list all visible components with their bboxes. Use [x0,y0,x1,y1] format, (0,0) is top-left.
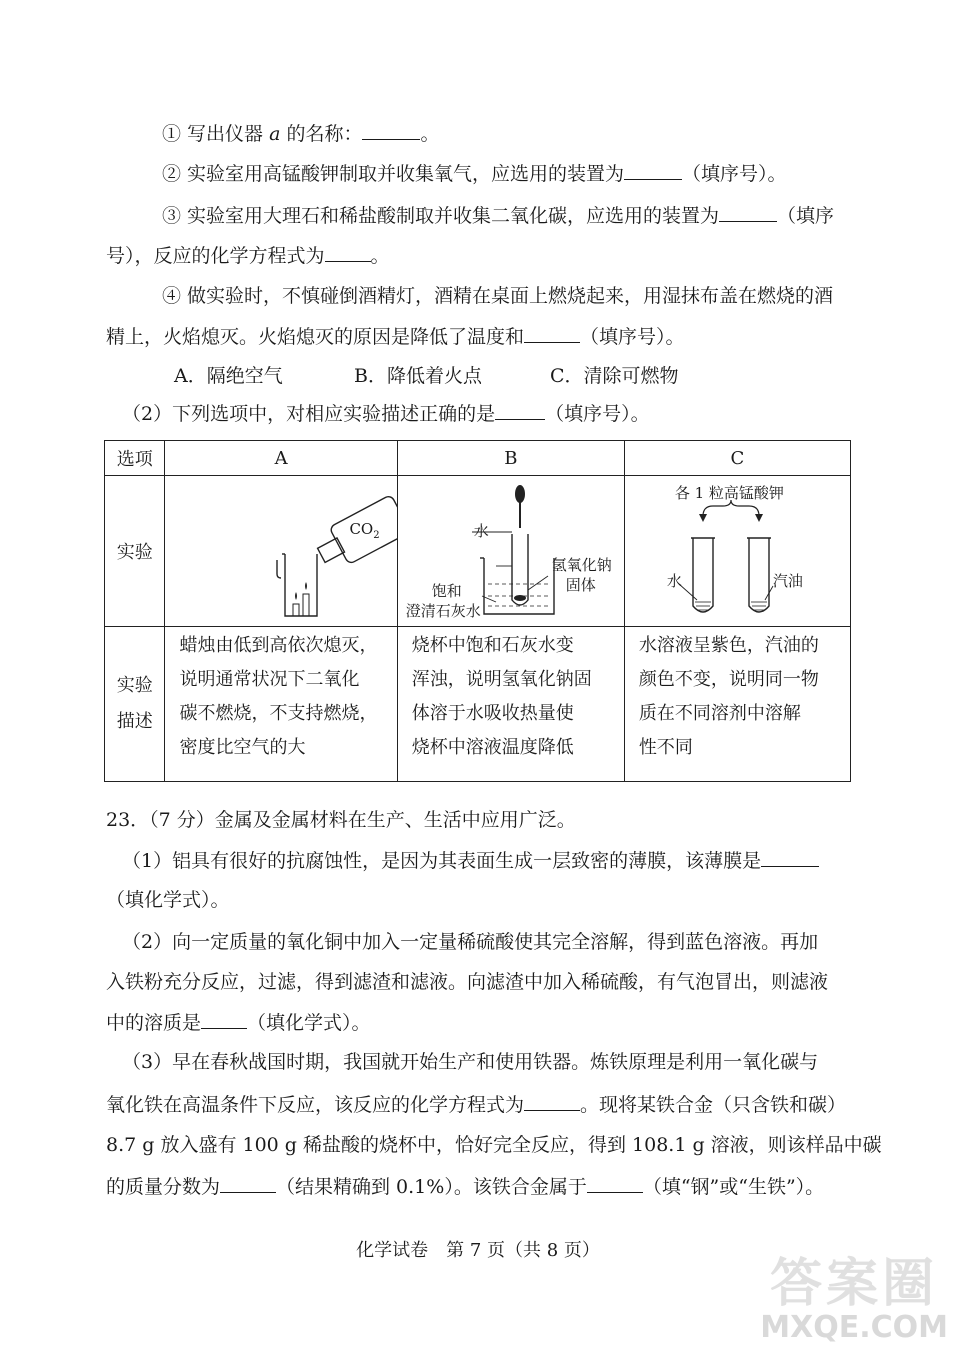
q23-part2-cont2: 中的溶质是 （填化学式）。 [106,1012,371,1034]
option-c: C．清除可燃物 [550,365,679,387]
header-option: 选项 [105,441,165,476]
q23-part3: （3）早在春秋战国时期，我国就开始生产和使用铁器。炼铁原理是利用一氧化碳与 [122,1051,819,1073]
table-row-description [105,627,851,782]
figure-a [165,476,396,626]
table-row-experiment [105,476,851,627]
answer-blank [362,121,420,140]
q23-part2-cont: 入铁粉充分反应，过滤，得到滤渣和滤液。向滤渣中加入稀硫酸，有气泡冒出，则滤液 [106,971,829,993]
figure-b-cell [397,476,624,627]
option-b: B．降低着火点 [354,365,482,387]
water-label-b: 水 [473,522,489,540]
answer-blank [201,1010,247,1029]
answer-blank [495,401,545,420]
row-label-description: 实验描述 [105,627,165,782]
figure-c [625,476,850,626]
description-a: 蜡烛由低到高依次熄灭， 说明通常状况下二氧化 碳不燃烧，不支持燃烧， 密度比空气的大 [165,627,397,782]
answer-blank [624,161,682,180]
saturated-label-1: 饱和 [431,582,462,600]
q22-item3-cont: 号），反应的化学方程式为 。 [106,245,390,267]
option-a: A．隔绝空气 [174,365,283,387]
saturated-label-2: 澄清石灰水 [405,602,481,620]
q22-item4: ④ 做实验时，不慎碰倒酒精灯，酒精在桌面上燃烧起来，用湿抹布盖在燃烧的酒 [162,285,834,307]
answer-blank [719,203,777,222]
q22-item3: ③ 实验室用大理石和稀盐酸制取并收集二氧化碳，应选用的装置为 （填序 [162,205,835,227]
header-c: C [624,441,850,476]
q23-part3-cont: 氧化铁在高温条件下反应，该反应的化学方程式为 。现将某铁合金（只含铁和碳） [106,1094,847,1116]
q22-item1: ① 写出仪器 a 的名称： 。 [162,123,440,145]
kmno4-label: 各 1 粒高锰酸钾 [674,484,784,502]
answer-blank [524,1092,580,1111]
answer-blank [761,848,819,867]
naoh-label-2: 固体 [565,576,596,594]
instrument-a-var: a [269,123,281,145]
page-footer: 化学试卷 第 7 页（共 8 页） [356,1240,600,1261]
table-header-row [105,441,851,476]
naoh-label-1: 氢氧化钠 [551,556,612,574]
q23-part3-cont2: 8.7 g 放入盛有 100 g 稀盐酸的烧杯中，恰好完全反应，得到 108.1 g 溶液，则该样品中碳 [106,1134,882,1156]
description-b: 烧杯中饱和石灰水变 浑浊，说明氢氧化钠固 体溶于水吸收热量使 烧杯中溶液温度降低 [397,627,624,782]
figure-a-cell [165,476,397,627]
q22-item2: ② 实验室用高锰酸钾制取并收集氧气，应选用的装置为 （填序号）。 [162,163,787,185]
experiment-table [104,440,851,782]
figure-b [398,476,624,626]
co2-pouring-diagram [165,476,397,626]
answer-blank [524,324,580,343]
watermark-logo: 答案圈 MXQE.COM [760,1254,948,1345]
q22-item4-cont: 精上，火焰熄灭。火焰熄灭的原因是降低了温度和 （填序号）。 [106,326,685,348]
q23-part1-cont: （填化学式）。 [106,889,230,911]
q23-part3-cont3: 的质量分数为 （结果精确到 0.1%）。该铁合金属于 （填“钢”或“生铁”）。 [106,1176,825,1198]
answer-blank [325,243,371,262]
q23-part2: （2）向一定质量的氧化铜中加入一定量稀硫酸使其完全溶解，得到蓝色溶液。再加 [122,931,819,953]
water-label-c: 水 [666,572,682,590]
q23-title: 23．（7 分）金属及金属材料在生产、生活中应用广泛。 [106,809,576,831]
figure-c-cell [624,476,850,627]
header-b: B [397,441,624,476]
gasoline-label: 汽油 [772,572,803,590]
q23-part1: （1）铝具有很好的抗腐蚀性，是因为其表面生成一层致密的薄膜，该薄膜是 [122,848,819,873]
row-label-experiment: 实验 [105,476,165,627]
description-c: 水溶液呈紫色，汽油的 颜色不变，说明同一物 质在不同溶剂中溶解 性不同 [624,627,850,782]
answer-blank [220,1174,276,1193]
header-a: A [165,441,397,476]
q22-part2: （2）下列选项中，对相应实验描述正确的是 （填序号）。 [122,403,650,425]
co2-label: $CO_2$ [349,520,380,541]
answer-blank [587,1174,643,1193]
